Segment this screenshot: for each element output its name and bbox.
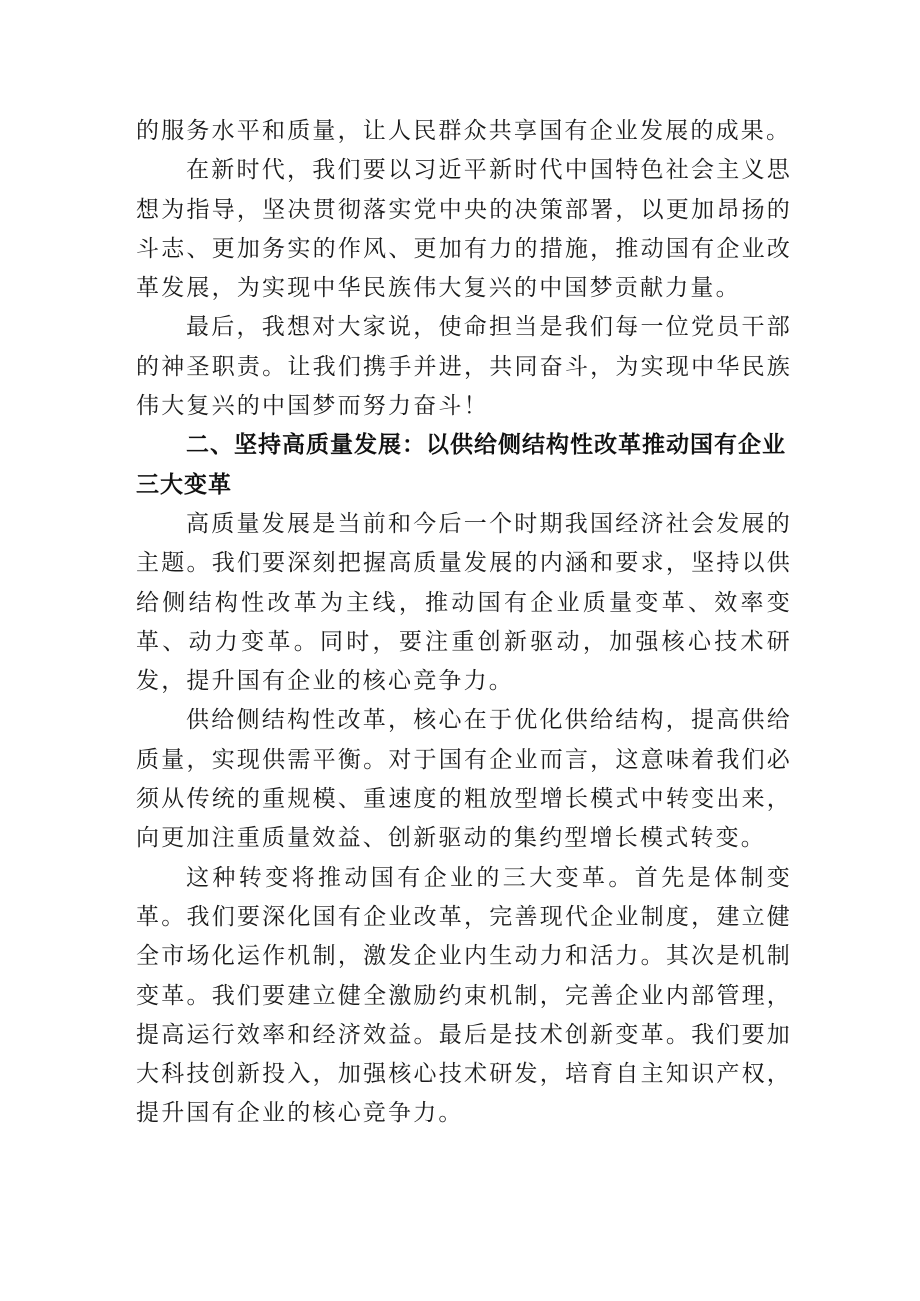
paragraph-new-era: 在新时代，我们要以习近平新时代中国特色社会主义思想为指导，坚决贯彻落实党中央的决策部署，以更加昂扬的斗志、更加务实的作风、更加有力的措施，推动国有企业改革发展，为实现中华民族伟大复兴的中国梦贡献力量。	[136, 157, 792, 302]
paragraph-supply-side-reform: 供给侧结构性改革，核心在于优化供给结构，提高供给质量，实现供需平衡。对于国有企业而言，这意味着我们必须从传统的重规模、重速度的粗放型增长模式中转变出来，向更加注重质量效益、创新驱动的集约型增长模式转变。	[136, 707, 792, 852]
section-heading: 二、坚持高质量发展：以供给侧结构性改革推动国有企业三大变革	[136, 432, 786, 498]
paragraph-continuation: 的服务水平和质量，让人民群众共享国有企业发展的成果。	[136, 118, 792, 144]
paragraph-three-transformations: 这种转变将推动国有企业的三大变革。首先是体制变革。我们要深化国有企业改革，完善现代企业制度，建立健全市场化运作机制，激发企业内生动力和活力。其次是机制变革。我们要建立健全激励约束机制，完善企业内部管理，提高运行效率和经济效益。最后是技术创新变革。我们要加大科技创新投入，加强核心技术研发，培育自主知识产权，提升国有企业的核心竞争力。	[136, 864, 792, 1127]
document-body	[136, 112, 792, 1134]
paragraph-closing: 最后，我想对大家说，使命担当是我们每一位党员干部的神圣职责。让我们携手并进，共同奋斗，为实现中华民族伟大复兴的中国梦而努力奋斗！	[136, 314, 792, 420]
paragraph-high-quality-development: 高质量发展是当前和今后一个时期我国经济社会发展的主题。我们要深刻把握高质量发展的内涵和要求，坚持以供给侧结构性改革为主线，推动国有企业质量变革、效率变革、动力变革。同时，要注重创新驱动，加强核心技术研发，提升国有企业的核心竞争力。	[136, 510, 792, 695]
